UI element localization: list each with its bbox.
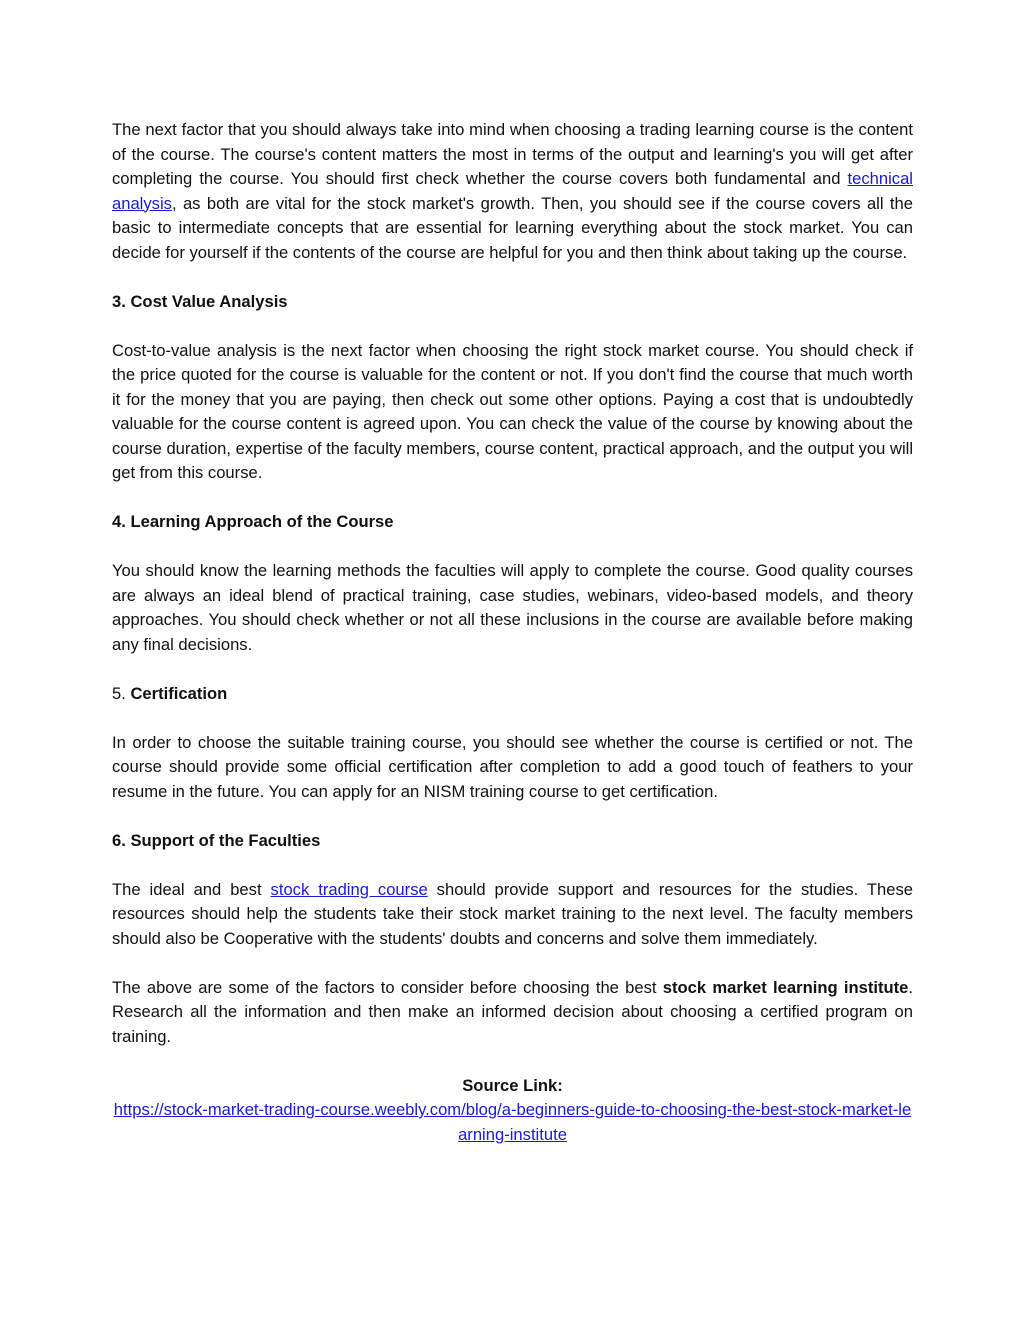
- bold-phrase: stock market learning institute: [662, 977, 909, 997]
- section-heading-support: 6. Support of the Faculties: [112, 830, 321, 850]
- paragraph-certification: In order to choose the suitable training course, you should see whether the course is certified or not. The course should provide some official certification after completion to add a good touch of feathers to your resume in the future. You can apply for an NISM training course to get certification.: [112, 732, 913, 801]
- paragraph-cost-value: Cost-to-value analysis is the next factor when choosing the right stock market course. You should check if the price quoted for the course is valuable for the content or not. If you don't find the course that much worth it for the money that you are paying, then check out some other options. Paying a cost that is undoubtedly valuable for the course content is agreed upon. You can check the value of the course by knowing about the course duration, expertise of the faculty members, course content, practical approach, and the output you will get from this course.: [112, 340, 913, 482]
- paragraph-text: The ideal and best: [112, 879, 271, 899]
- paragraph-course-content: [112, 118, 913, 265]
- section-heading-cost-value: 3. Cost Value Analysis: [112, 291, 288, 311]
- paragraph-support: [112, 878, 913, 952]
- source-block: [112, 1074, 913, 1148]
- paragraph-text: should provide support and resources for the studies. These resources should help the students take their stock market training to the next level. The faculty members should also be Cooperative with the students' doubts and concerns and solve them immediately.: [112, 879, 913, 948]
- section-heading-learning-approach: 4. Learning Approach of the Course: [112, 512, 394, 531]
- section-heading-certification: [112, 682, 913, 707]
- paragraph-conclusion: [112, 976, 913, 1050]
- paragraph-text: The next factor that you should always take into mind when choosing a trading learning course is the content of the course. The course's content matters the most in terms of the output and learning's you will get after completing the course. You should first check whether the course covers both fundamental and: [112, 120, 913, 188]
- document-page: [112, 118, 913, 1147]
- heading-title: Certification: [130, 683, 228, 703]
- source-label: Source Link:: [462, 1075, 563, 1095]
- source-url-link[interactable]: https://stock-market-trading-course.weebly.com/blog/a-beginners-guide-to-choosing-the-best-stock-market-learning-institute: [113, 1100, 912, 1144]
- paragraph-text: The above are some of the factors to consider before choosing the best: [112, 977, 663, 997]
- paragraph-text: , as both are vital for the stock market's growth. Then, you should see if the course covers all the basic to intermediate concepts that are essential for learning everything about the stock market. You can decide for yourself if the contents of the course are helpful for you and then think about taking up the course.: [112, 193, 913, 262]
- technical-analysis-link[interactable]: technical analysis: [112, 169, 913, 213]
- stock-trading-course-link[interactable]: stock trading course: [270, 879, 428, 899]
- paragraph-learning-approach: You should know the learning methods the faculties will apply to complete the course. Good quality courses are always an ideal blend of practical training, case studies, webinars, video-based models, and theory approaches. You should check whether or not all these inclusions in the course are available before making any final decisions.: [112, 561, 913, 654]
- paragraph-text: . Research all the information and then make an informed decision about choosing a certified program on training.: [112, 977, 913, 1046]
- heading-number: 5.: [112, 683, 131, 703]
